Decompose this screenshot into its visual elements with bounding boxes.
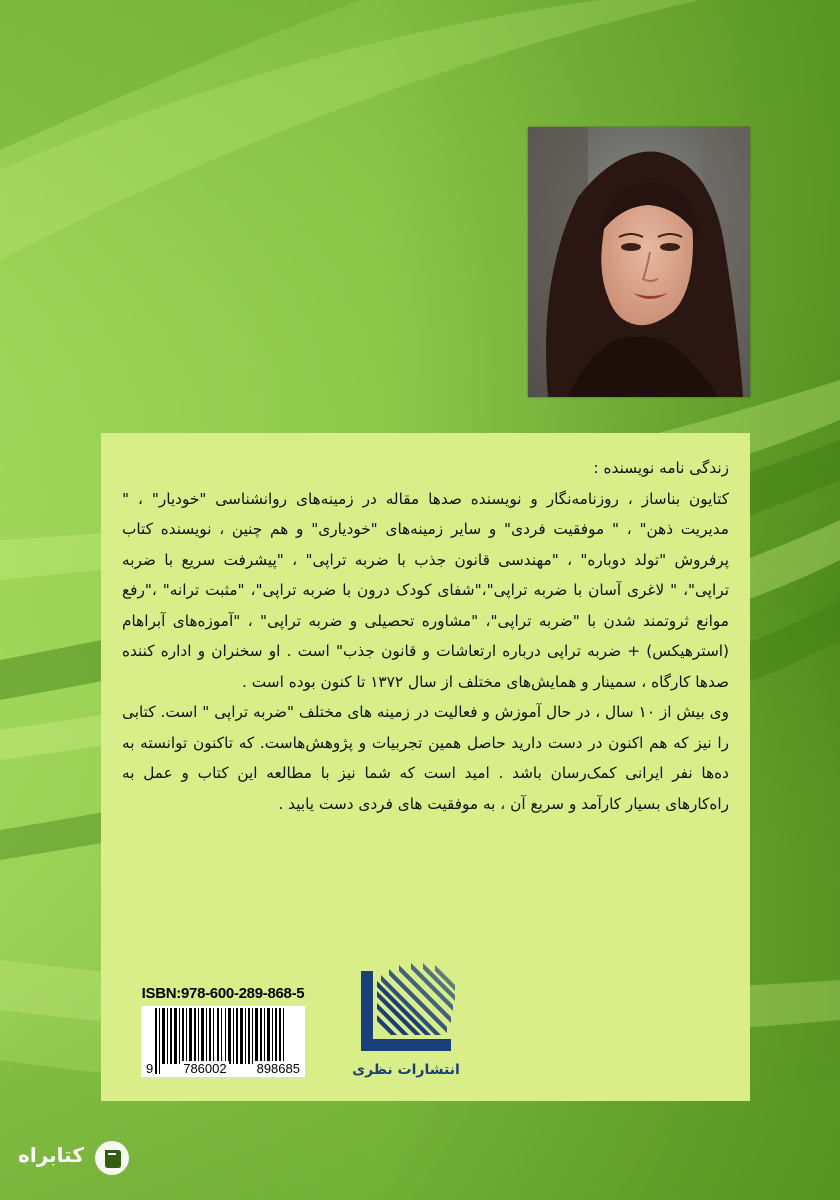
barcode-digits-group2: 898685 [256, 1061, 300, 1076]
barcode [141, 1006, 305, 1077]
barcode-digits [141, 1061, 305, 1076]
publisher-name: انتشارات نظری [352, 1062, 460, 1078]
publisher-logo-icon [351, 961, 461, 1059]
bio-paragraph-2: وی بیش از ۱۰ سال ، در حال آموزش و فعالیت در زمینه های مختلف "ضربه تراپی " است. کتابی را نیز که هم اکنون در دست دارید حاصل همین تجربیات و پژوهش‌هاست. که تاکنون توانسته به ده‌ها نفر ایرانی کمک‌رسان باشد . امید است که شما نیز با مطالعه این کتاب و عمل به راه‌کارهای بسیار کارآمد و سریع آن ، به موفقیت های فردی دست یابید . [122, 703, 729, 813]
barcode-digits-group1: 786002 [183, 1061, 227, 1076]
isbn-label: ISBN:978-600-289-868-5 [141, 985, 305, 1002]
author-portrait [528, 127, 750, 397]
author-photo [528, 127, 750, 397]
ketabrah-watermark [12, 1132, 132, 1182]
bio-paragraph-1: کتایون بناساز ، روزنامه‌نگار و نویسنده صدها مقاله در زمینه‌های روانشناسی "خودیار" ، " مدیریت ذهن" ، " موفقیت فردی" و سایر زمینه‌های "خودیاری" و هم چنین ، نویسنده کتاب پرفروش "تولد دوباره" ، "مهندسی قانون جذب با ضربه تراپی" ، "پیشرفت سریع با ضربه تراپی"، " لاغری آسان با ضربه تراپی"،"شفای کودک درون با ضربه تراپی"، "مثبت ترانه" ،"رفع موانع ثروتمند شدن با "ضربه تراپی"، "مشاوره تحصیلی و ضربه تراپی" ، "آموزه‌های آبراهام (استرهیکس) + ضربه تراپی درباره ارتعاشات و قانون جذب" است . او سخنران و اداره کننده صدها کارگاه ، سمینار و همایش‌های مختلف از سال ۱۳۷۲ تا کنون بوده است . [122, 489, 729, 691]
publisher-logo [351, 961, 461, 1091]
ketabrah-name: کتابراه [18, 1143, 84, 1167]
isbn-barcode [135, 983, 311, 1077]
bio-heading: زندگی نامه نویسنده : [593, 459, 729, 477]
author-bio-text [122, 453, 729, 819]
barcode-digit-lead: 9 [146, 1061, 154, 1076]
author-bio-panel [101, 433, 750, 1101]
